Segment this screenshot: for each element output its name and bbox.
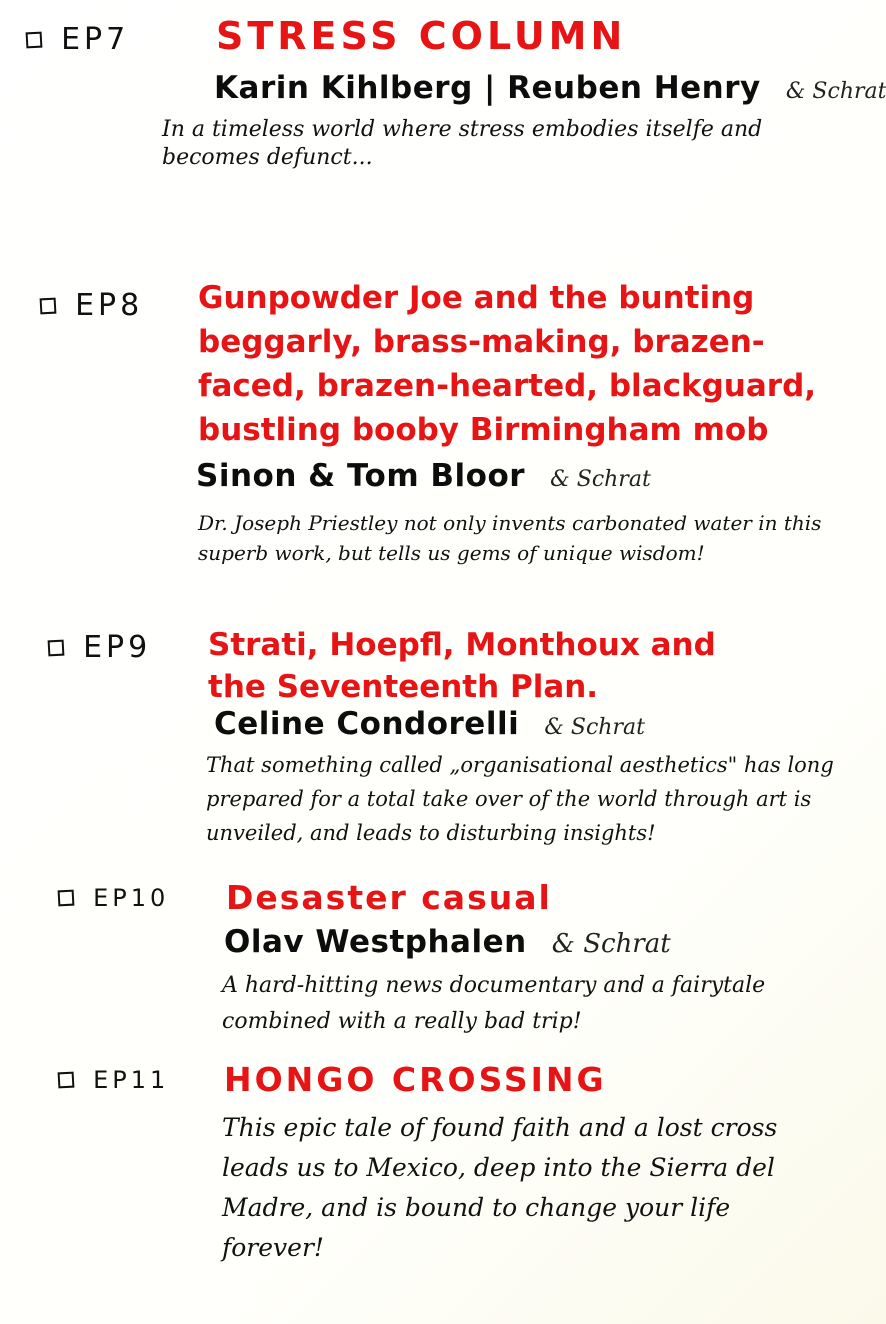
- author-names: Sinon & Tom Bloor: [196, 458, 526, 494]
- episode-description: Dr. Joseph Priestley not only invents carbonated water in this superb work, but tells us gems of unique wisdom!: [198, 511, 822, 565]
- episode-title: Desaster casual: [226, 878, 552, 917]
- episode-authors: [214, 70, 886, 106]
- collaborator: & Schrat: [785, 79, 886, 104]
- author-names: Olav Westphalen: [224, 924, 527, 960]
- collaborator: & Schrat: [550, 467, 651, 492]
- episode-number: EP7: [61, 22, 130, 57]
- checkbox[interactable]: [26, 31, 43, 48]
- checkbox[interactable]: [48, 639, 65, 656]
- checkbox[interactable]: [40, 297, 57, 314]
- episode-description: That something called „organisational aesthetics" has long prepared for a total take over of the world through art is unveiled, and leads to disturbing insights!: [206, 753, 834, 845]
- episode-label: [40, 288, 143, 323]
- episode-number: EP9: [83, 630, 152, 665]
- collaborator: & Schrat: [544, 715, 645, 740]
- episode-number: EP10: [93, 884, 170, 912]
- episode-description: A hard-hitting news documentary and a fairytale combined with a really bad trip!: [222, 973, 766, 1034]
- episode-label: [58, 1066, 169, 1094]
- author-names: Karin Kihlberg | Reuben Henry: [214, 70, 761, 106]
- episode-title: Strati, Hoepfl, Monthoux and the Seventeenth Plan.: [208, 627, 716, 705]
- checkbox[interactable]: [58, 1072, 75, 1089]
- episode-description: This epic tale of found faith and a lost cross leads us to Mexico, deep into the Sierra del Madre, and is bound to change your life forever!: [222, 1113, 778, 1262]
- episode-title: Gunpowder Joe and the bunting beggarly, brass-making, brazen-faced, brazen-hearted, blackguard, bustling booby Birmingham mob: [198, 280, 817, 448]
- episode-authors: [196, 458, 651, 494]
- episode-label: [26, 22, 129, 57]
- checkbox[interactable]: [58, 890, 75, 907]
- episode-title: STRESS COLUMN: [216, 14, 627, 58]
- author-names: Celine Condorelli: [214, 706, 520, 742]
- episode-label: [58, 884, 169, 912]
- episode-number: EP11: [93, 1066, 170, 1094]
- episode-authors: [214, 706, 645, 742]
- episode-title: HONGO CROSSING: [224, 1060, 607, 1099]
- episode-number: EP8: [75, 288, 144, 323]
- episode-label: [48, 630, 151, 665]
- collaborator: & Schrat: [551, 929, 671, 959]
- episode-authors: [224, 924, 671, 960]
- episode-description: In a timeless world where stress embodies itselfe and becomes defunct...: [162, 117, 763, 170]
